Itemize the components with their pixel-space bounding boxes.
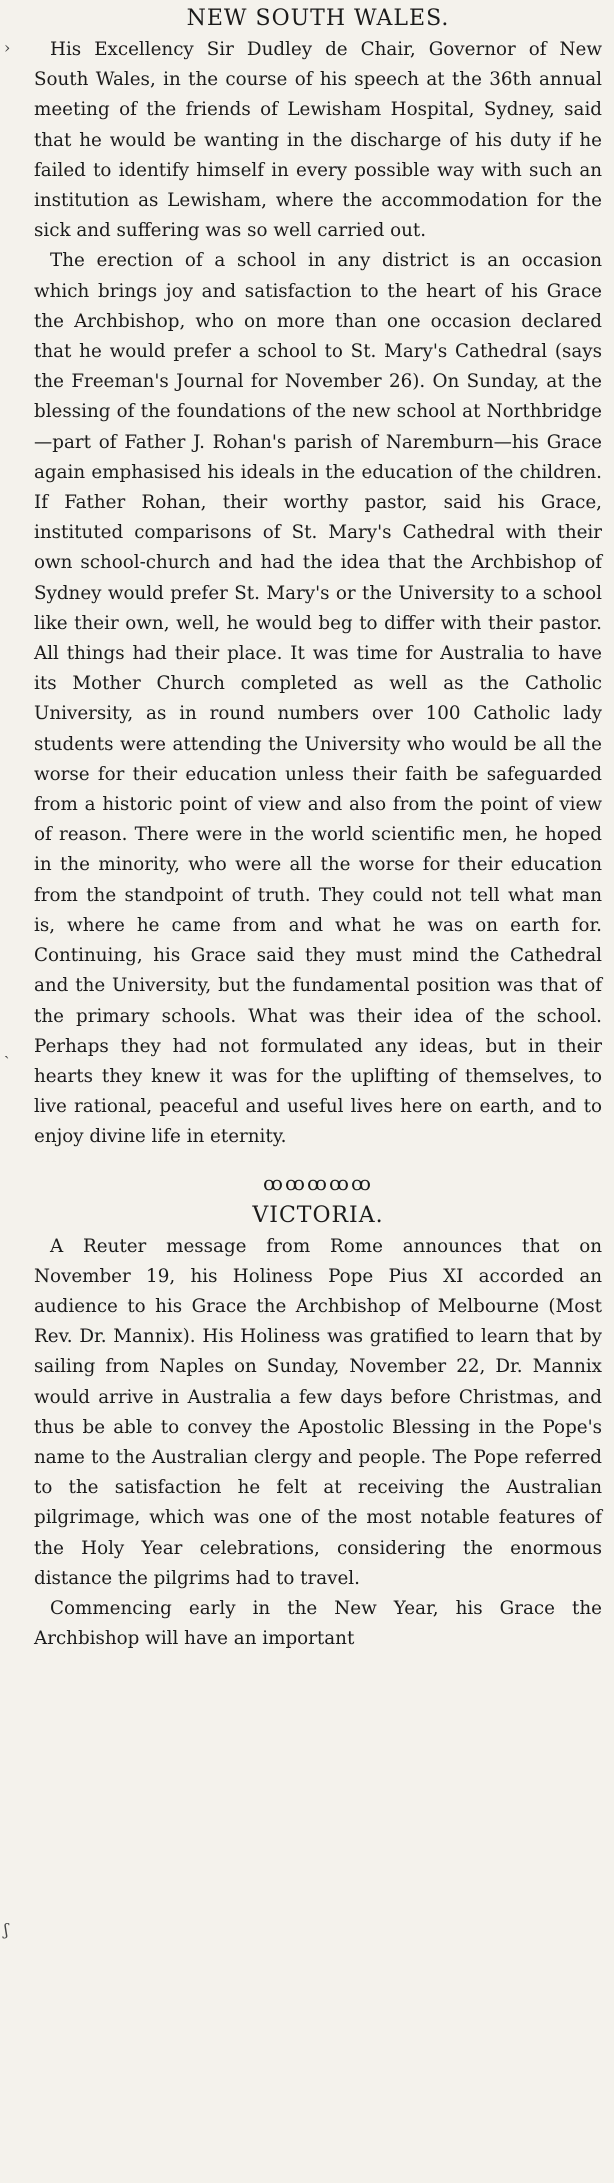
paragraph: The erection of a school in any district is an occasion which brings joy and satisfaction to the heart of his Grace the Archbishop, who on more than one occasion declared that he would prefer a school to St. Mary's Cathedral (says the Freeman's Journal for November 26). On Sunday, at the blessing of the foundations of the new school at Northbridge—part of Father J. Rohan's parish of Naremburn—his Grace again emphasised his ideals in the education of the children. If Father Rohan, their worthy pastor, said his Grace, instituted comparisons of St. Mary's Cathedral with their own school-church and had the idea that the Archbishop of Sydney would prefer St. Mary's or the University to a school like their own, well, he would beg to differ with their pastor. All things had their place. It was time for Australia to have its Mother Church completed as well as the Catholic University, as in round numbers over 100 Catholic lady students were attending the University who would be all the worse for their education unless their faith be safeguarded from a historic point of view and also from the point of view of reason. There were in the world scientific men, he hoped in the minority, who were all the worse for their education from the standpoint of truth. They could not tell what man is, where he came from and what he was on earth for. Continuing, his Grace said they must mind the Cathedral and the University, but the fundamental position was that of the primary schools. What was their idea of the school. Perhaps they had not formulated any ideas, but in their hearts they knew it was for the uplifting of themselves, to live rational, peaceful and useful lives here on earth, and to enjoy divine life in eternity. bbox=[34, 250, 602, 1148]
section-heading: NEW SOUTH WALES. bbox=[186, 6, 450, 31]
margin-mark: ʃ bbox=[4, 1920, 9, 1939]
margin-mark: › bbox=[4, 38, 11, 57]
section-victoria bbox=[34, 1203, 602, 1655]
ornamental-divider: ꝏꝏꝏꝏꝏ bbox=[263, 1170, 373, 1195]
paragraph: Commencing early in the New Year, his Grace the Archbishop will have an important bbox=[34, 1597, 602, 1650]
paragraph: A Reuter message from Rome announces that on November 19, his Holiness Pope Pius XI accorded an audience to his Grace the Archbishop of Melbourne (Most Rev. Dr. Mannix). His Holiness was gratified to learn that by sailing from Naples on Sunday, November 22, Dr. Mannix would arrive in Australia a few days before Christmas, and thus be able to convey the Apostolic Blessing in the Pope's name to the Australian clergy and people. The Pope referred to the satisfaction he felt at receiving the Australian pilgrimage, which was one of the most notable features of the Holy Year celebrations, considering the enormous distance the pilgrims had to travel. bbox=[34, 1235, 602, 1589]
newspaper-column bbox=[18, 0, 612, 2183]
paragraph: His Excellency Sir Dudley de Chair, Governor of New South Wales, in the course of his speech at the 36th annual meeting of the friends of Lewisham Hospital, Sydney, said that he would be wanting in the discharge of his duty if he failed to identify himself in every possible way with such an institution as Lewisham, where the accommodation for the sick and suffering was so well carried out. bbox=[34, 39, 602, 242]
margin-mark: ˎ bbox=[4, 1040, 10, 1059]
section-new-south-wales bbox=[34, 6, 602, 1153]
section-heading: VICTORIA. bbox=[252, 1202, 384, 1228]
